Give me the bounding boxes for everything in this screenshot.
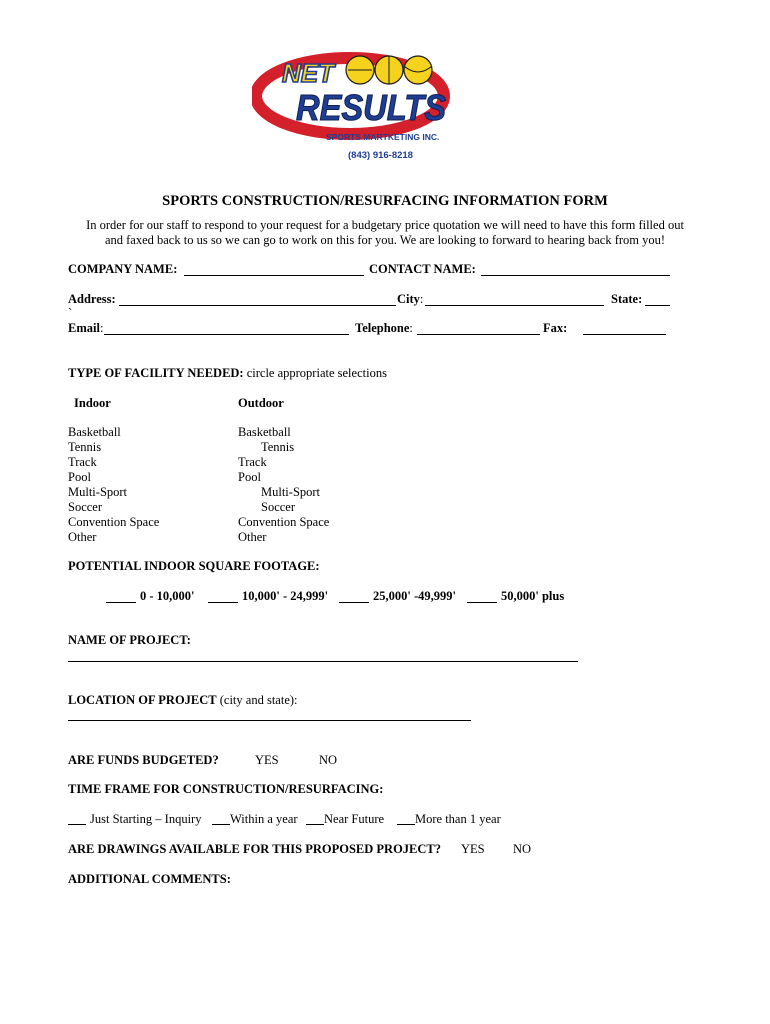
footage-option-3: 25,000' -49,999'	[373, 589, 456, 603]
project-name-field[interactable]	[68, 661, 578, 662]
outdoor-option-other[interactable]: Other	[238, 530, 267, 544]
funds-no-option[interactable]: NO	[319, 753, 338, 767]
outdoor-option-convention-space[interactable]: Convention Space	[238, 515, 330, 529]
additional-comments-label: ADDITIONAL COMMENTS:	[68, 872, 231, 886]
intro-line-1: In order for our staff to respond to your request for a budgetary price quotation we will need to have this form filled out	[86, 218, 684, 232]
footage-option-1: 0 - 10,000'	[140, 589, 195, 603]
state-label: State:	[611, 292, 643, 306]
project-name-label: NAME OF PROJECT:	[68, 633, 191, 647]
intro-line-2: and faxed back to us so we can go to work on this for you. We are looking to forward to hearing back from you!	[104, 233, 666, 247]
stray-mark: `	[68, 306, 73, 320]
indoor-option-basketball[interactable]: Basketball	[68, 425, 121, 439]
address-field[interactable]	[119, 305, 396, 306]
outdoor-option-multi-sport[interactable]: Multi-Sport	[261, 485, 321, 499]
form-title: SPORTS CONSTRUCTION/RESURFACING INFORMATION FORM	[162, 193, 608, 209]
telephone-field[interactable]	[417, 334, 540, 335]
timeframe-heading: TIME FRAME FOR CONSTRUCTION/RESURFACING:	[68, 782, 384, 796]
timeframe-option-more-than-year: More than 1 year	[415, 812, 501, 826]
timeframe-blank-3[interactable]	[306, 824, 324, 825]
funds-yes-option[interactable]: YES	[255, 753, 279, 767]
drawings-label: ARE DRAWINGS AVAILABLE FOR THIS PROPOSED PROJECT?	[68, 842, 441, 856]
location-label: LOCATION OF PROJECT (city and state):	[68, 693, 298, 707]
outdoor-option-basketball[interactable]: Basketball	[238, 425, 291, 439]
email-label: Email:	[68, 321, 104, 335]
footage-option-4: 50,000' plus	[501, 589, 565, 603]
indoor-option-tennis[interactable]: Tennis	[68, 440, 102, 454]
telephone-label: Telephone:	[355, 321, 413, 335]
state-field[interactable]	[645, 305, 670, 306]
footage-blank-1[interactable]	[106, 602, 136, 603]
footage-heading: POTENTIAL INDOOR SQUARE FOOTAGE:	[68, 559, 320, 573]
address-label: Address:	[68, 292, 116, 306]
contact-name-label: CONTACT NAME:	[369, 262, 476, 276]
drawings-yes-option[interactable]: YES	[461, 842, 485, 856]
outdoor-heading: Outdoor	[238, 396, 284, 410]
drawings-no-option[interactable]: NO	[513, 842, 532, 856]
timeframe-option-just-starting: Just Starting – Inquiry	[90, 812, 202, 826]
indoor-option-other[interactable]: Other	[68, 530, 97, 544]
funds-budgeted-label: ARE FUNDS BUDGETED?	[68, 753, 219, 767]
timeframe-option-within-year: Within a year	[230, 812, 298, 826]
footage-blank-2[interactable]	[208, 602, 238, 603]
outdoor-option-soccer[interactable]: Soccer	[261, 500, 296, 514]
logo-results-text: RESULTS	[296, 87, 446, 128]
contact-name-field[interactable]	[481, 275, 670, 276]
timeframe-blank-2[interactable]	[212, 824, 230, 825]
net-results-logo	[252, 48, 462, 166]
company-name-label: COMPANY NAME:	[68, 262, 178, 276]
city-field[interactable]	[425, 305, 604, 306]
indoor-option-pool[interactable]: Pool	[68, 470, 91, 484]
logo-phone-text: (843) 916-8218	[348, 150, 413, 161]
outdoor-option-tennis[interactable]: Tennis	[261, 440, 295, 454]
footage-blank-3[interactable]	[339, 602, 369, 603]
location-field[interactable]	[68, 720, 471, 721]
ball-icon	[404, 56, 432, 84]
timeframe-blank-1[interactable]	[68, 824, 86, 825]
footage-option-2: 10,000' - 24,999'	[242, 589, 329, 603]
fax-label: Fax:	[543, 321, 568, 335]
indoor-option-soccer[interactable]: Soccer	[68, 500, 103, 514]
indoor-option-track[interactable]: Track	[68, 455, 97, 469]
indoor-heading: Indoor	[74, 396, 111, 410]
outdoor-option-track[interactable]: Track	[238, 455, 267, 469]
company-name-field[interactable]	[184, 275, 364, 276]
indoor-option-convention-space[interactable]: Convention Space	[68, 515, 160, 529]
logo-net-text: NET	[282, 58, 334, 88]
timeframe-option-near-future: Near Future	[324, 812, 385, 826]
indoor-option-multi-sport[interactable]: Multi-Sport	[68, 485, 128, 499]
timeframe-blank-4[interactable]	[397, 824, 415, 825]
city-label: City:	[397, 292, 424, 306]
outdoor-option-pool[interactable]: Pool	[238, 470, 261, 484]
facility-heading: TYPE OF FACILITY NEEDED: circle appropriate selections	[68, 366, 387, 380]
email-field[interactable]	[104, 334, 349, 335]
logo-company-text: SPORTS MARTKETING INC.	[326, 132, 440, 142]
fax-field[interactable]	[583, 334, 666, 335]
footage-blank-4[interactable]	[467, 602, 497, 603]
